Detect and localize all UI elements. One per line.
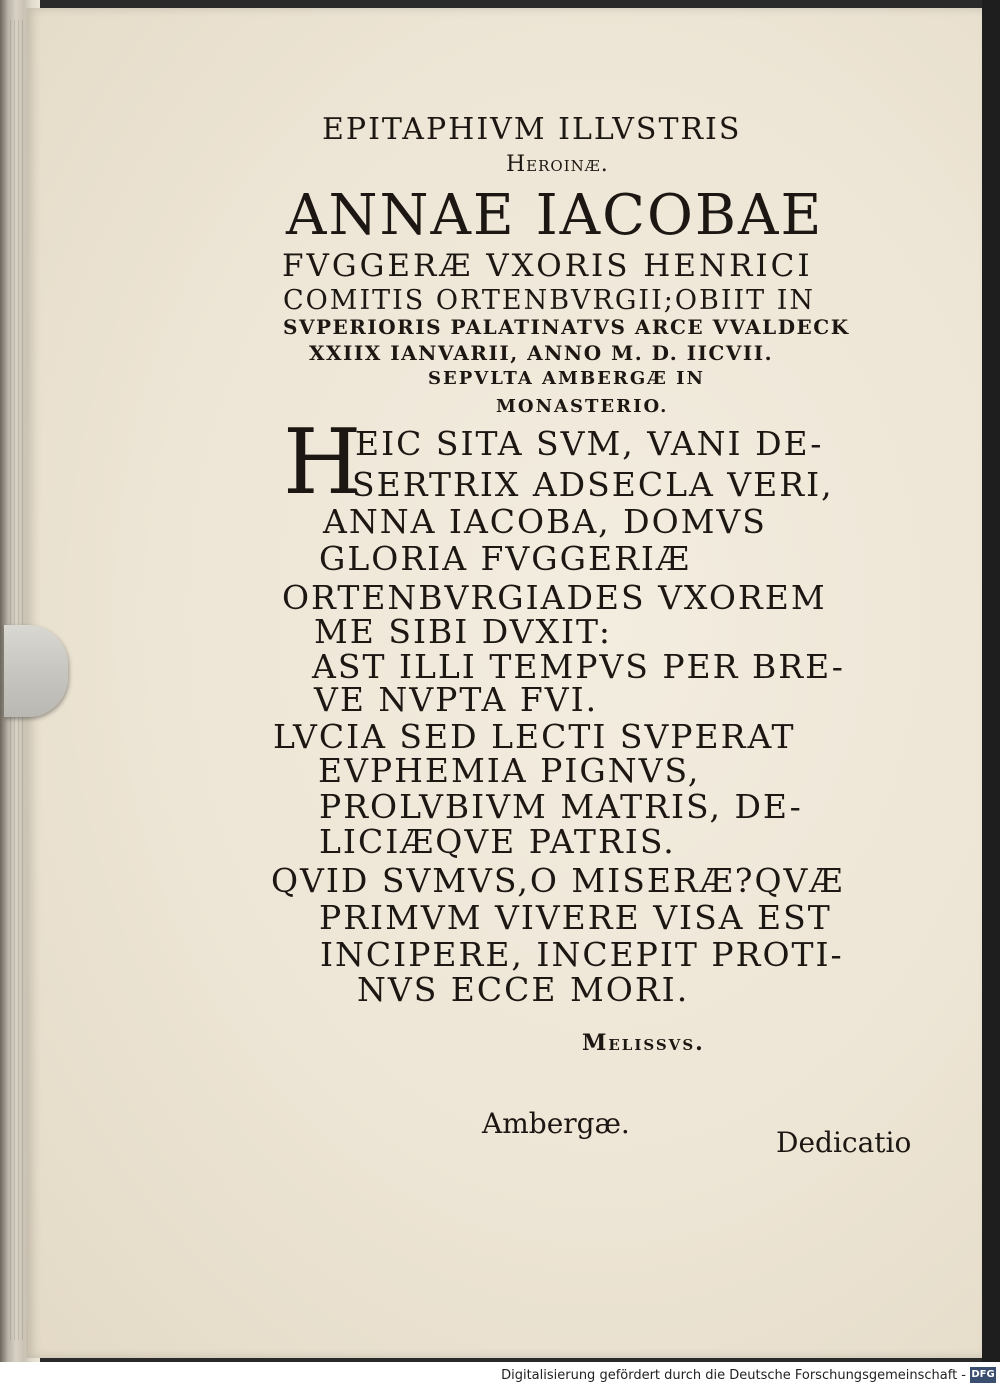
- epitaph-subtitle: Heroinæ.: [506, 152, 609, 177]
- right-scan-edge: [982, 0, 1000, 1362]
- funding-notice: Digitalisierung gefördert durch die Deutsche Forschungsgemeinschaft -: [501, 1368, 966, 1383]
- poem-line: LVCIA SED LECTI SVPERAT: [273, 717, 796, 756]
- poem-line: PROLVBIVM MATRIS, DE-: [319, 787, 803, 826]
- poem-line: SERTRIX ADSECLA VERI,: [352, 465, 834, 504]
- poem-line: QVID SVMVS,O MISERÆ?QVÆ: [271, 861, 845, 900]
- intro-line: SEPVLTA AMBERGÆ IN: [428, 368, 705, 389]
- poem-line: VE NVPTA FVI.: [314, 680, 599, 719]
- poem-line: ORTENBVRGIADES VXOREM: [282, 578, 827, 617]
- catchword: Dedicatio: [776, 1126, 912, 1159]
- poem-line: GLORIA FVGGERIÆ: [319, 539, 691, 578]
- drop-cap: H: [283, 410, 362, 515]
- intro-line: SVPERIORIS PALATINATVS ARCE VVALDECK: [283, 315, 850, 339]
- poem-line: ANNA IACOBA, DOMVS: [323, 502, 767, 541]
- epitaph-title: EPITAPHIVM ILLVSTRIS: [322, 112, 742, 147]
- poem-line: ME SIBI DVXIT:: [314, 612, 612, 651]
- intro-line: COMITIS ORTENBVRGII;OBIIT IN: [283, 285, 816, 316]
- intro-line: FVGGERÆ VXORIS HENRICI: [282, 248, 813, 284]
- footer-bar: [0, 1362, 1000, 1389]
- poem-line: EIC SITA SVM, VANI DE-: [355, 424, 824, 463]
- poem-line: LICIÆQVE PATRIS.: [319, 822, 676, 861]
- poem-line: NVS ECCE MORI.: [357, 970, 690, 1009]
- intro-line: XXIIX IANVARII, ANNO M. D. IICVII.: [309, 341, 774, 365]
- intro-line: MONASTERIO.: [496, 396, 669, 417]
- dfg-logo-icon: DFG: [970, 1367, 996, 1383]
- poem-line: INCIPERE, INCEPIT PROTI-: [320, 935, 844, 974]
- poem-line: EVPHEMIA PIGNVS,: [318, 751, 701, 790]
- deceased-name: ANNAE IACOBAE: [286, 183, 824, 248]
- place-name: Ambergæ.: [482, 1107, 630, 1140]
- poem-line: AST ILLI TEMPVS PER BRE-: [312, 647, 845, 686]
- poem-line: PRIMVM VIVERE VISA EST: [319, 898, 832, 937]
- author-signature: Melissvs.: [582, 1030, 705, 1056]
